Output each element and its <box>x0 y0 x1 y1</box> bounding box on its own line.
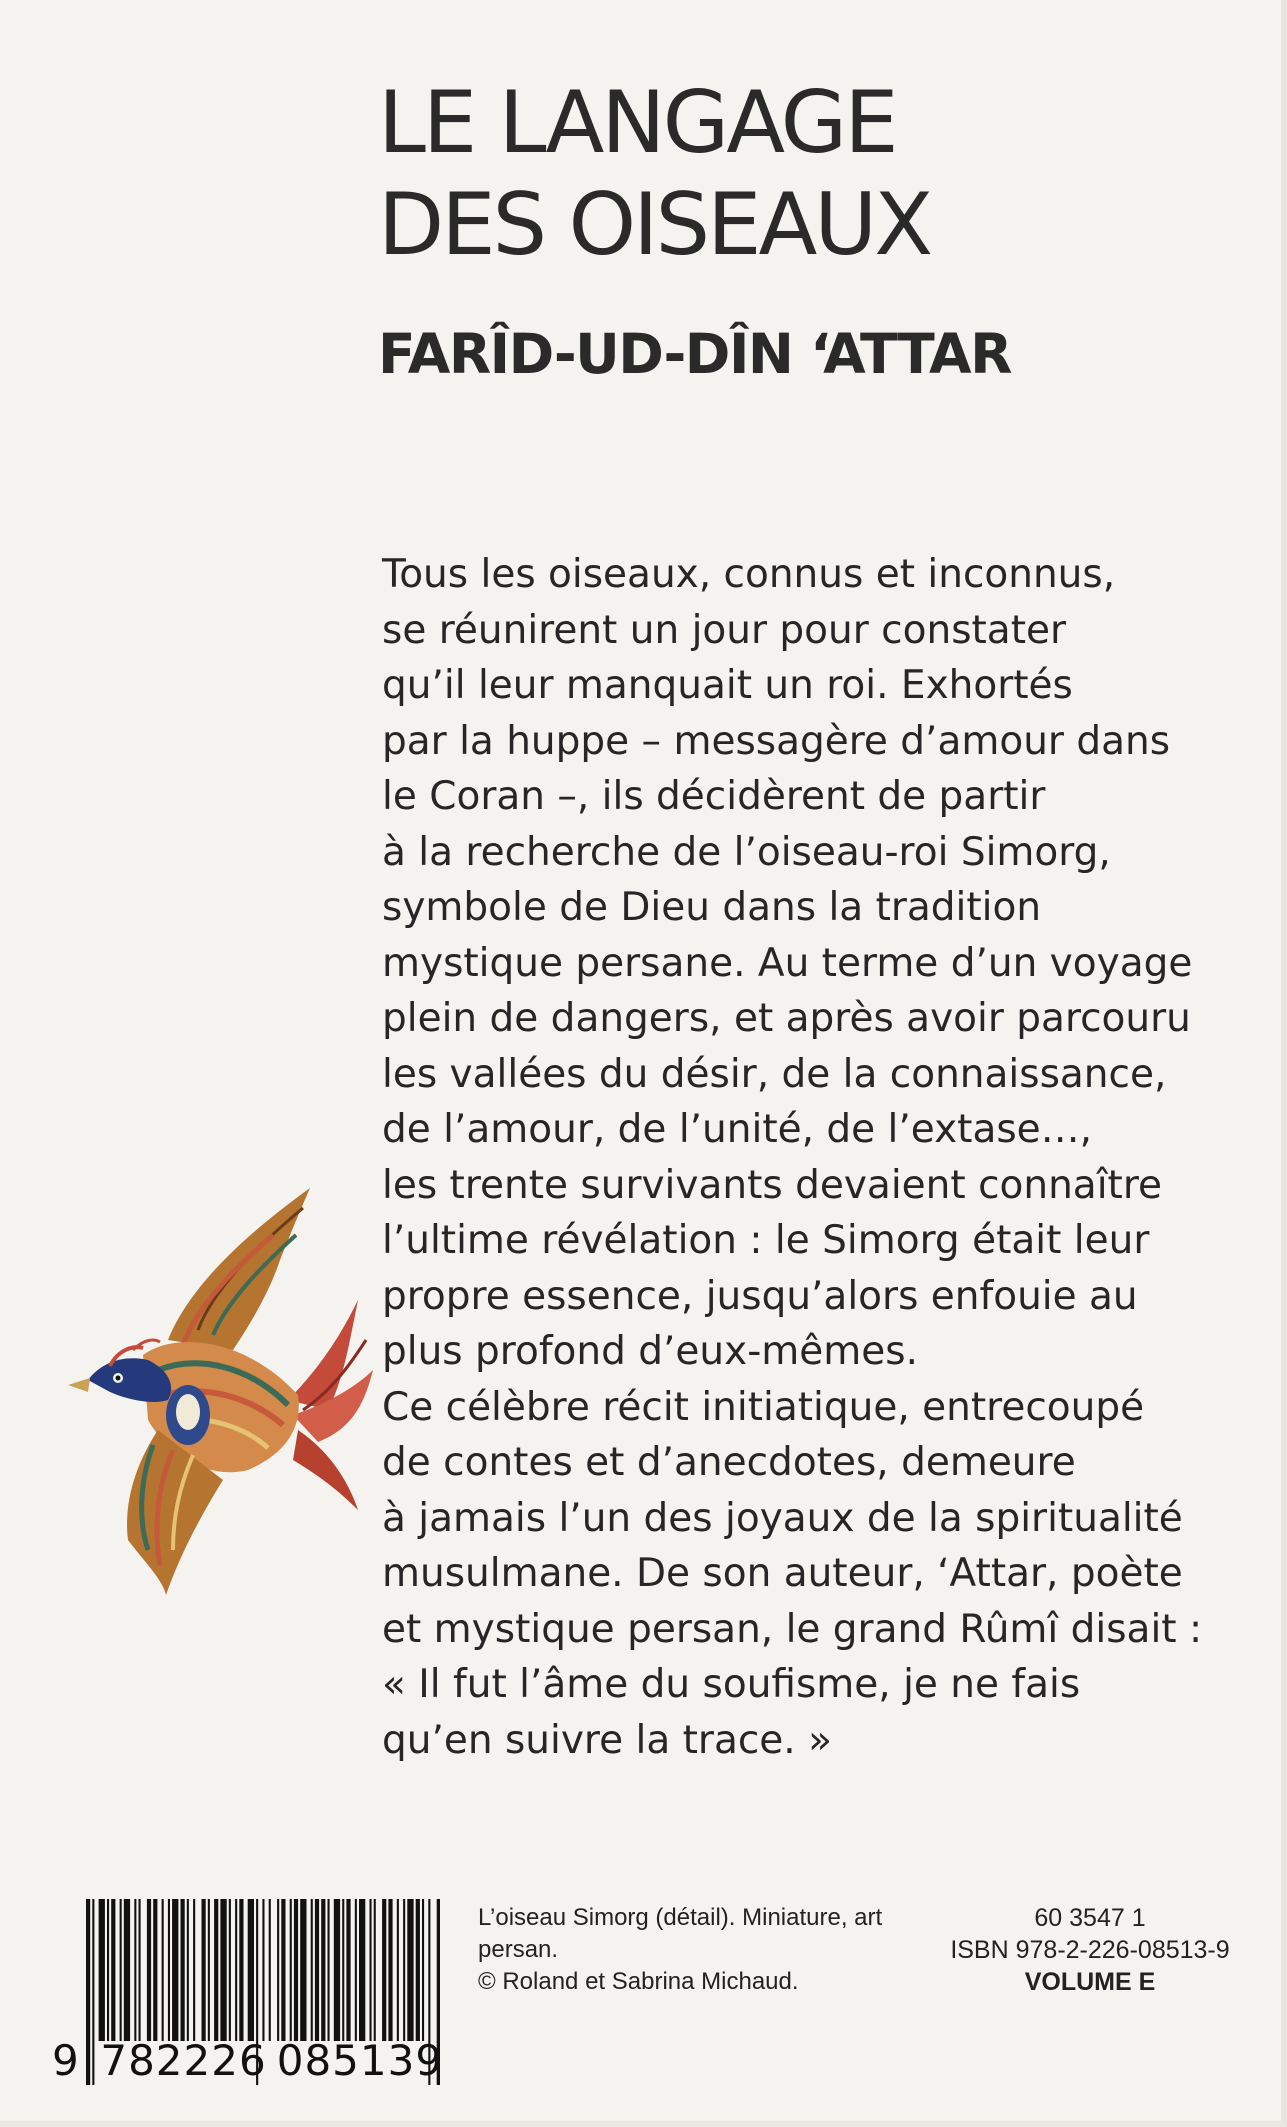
blurb-line: de contes et d’anecdotes, demeure <box>382 1440 1076 1485</box>
bird-upper-wing <box>168 1188 310 1350</box>
barcode-bar <box>388 1899 392 2041</box>
barcode-bar <box>124 1899 130 2041</box>
barcode-bar <box>162 1899 164 2041</box>
publication-info <box>920 1902 1260 1998</box>
barcode-bar <box>153 1899 157 2041</box>
blurb-line: les vallées du désir, de la connaissance, <box>382 1051 1167 1097</box>
blurb-line: les trente survivants devaient connaître <box>382 1162 1162 1208</box>
blurb-line: l’ultime révélation : le Simorg était leur <box>382 1218 1150 1263</box>
simorg-bird-illustration <box>48 1180 378 1600</box>
barcode-bar <box>328 1899 330 2041</box>
image-credit <box>478 1902 938 1998</box>
barcode-bar <box>99 1899 105 2041</box>
barcode-bar <box>300 1899 306 2041</box>
barcode-bar <box>346 1899 350 2041</box>
barcode-bar <box>139 1899 141 2041</box>
blurb-line: plus profond d’eux-mêmes. <box>382 1329 918 1374</box>
barcode-bar <box>382 1899 386 2041</box>
isbn: ISBN 978-2-226-08513-9 <box>950 1936 1230 1964</box>
barcode-bar <box>134 1899 136 2041</box>
barcode-bar <box>422 1899 424 2041</box>
barcode-bar <box>239 1899 243 2041</box>
barcode-bar <box>111 1899 115 2041</box>
blurb-line: de l’amour, de l’unité, de l’extase…, <box>382 1107 1093 1152</box>
credit-line-3: © Roland et Sabrina Michaud. <box>478 1968 799 1995</box>
blurb-line: à la recherche de l’oiseau-roi Simorg, <box>382 829 1111 875</box>
barcode-first-digit: 9 <box>52 2036 80 2085</box>
barcode-bar <box>315 1899 319 2041</box>
blurb-line: et mystique persan, le grand Rûmî disait : <box>382 1606 1203 1652</box>
blurb-line: Tous les oiseaux, connus et inconnus, <box>382 552 1116 597</box>
catalog-code: 60 3547 1 <box>1034 1904 1146 1932</box>
barcode-bar <box>403 1899 405 2041</box>
barcode-bar <box>168 1899 170 2041</box>
barcode-bar <box>220 1899 226 2041</box>
barcode-group-2: 085139 <box>276 2036 444 2085</box>
blurb-line: plein de dangers, et après avoir parcouru <box>382 996 1191 1041</box>
volume-label: VOLUME E <box>1024 1968 1156 1996</box>
barcode-bar <box>107 1899 109 2041</box>
book-title-line-1: LE LANGAGE <box>378 73 896 173</box>
barcode-bar <box>262 1899 264 2041</box>
blurb-line: Ce célèbre récit initiatique, entrecoupé <box>382 1384 1145 1430</box>
barcode-bar <box>208 1899 210 2041</box>
credit-line-1: L’oiseau Simorg (détail). Miniature, art <box>478 1904 883 1931</box>
barcode-bar <box>269 1899 271 2041</box>
barcode-bar <box>277 1899 279 2041</box>
blurb-line: à jamais l’un des joyaux de la spiritualité <box>382 1495 1183 1541</box>
blurb-line: mystique persane. Au terme d’un voyage <box>382 940 1193 986</box>
barcode-bar <box>229 1899 231 2041</box>
barcode-bar <box>120 1899 122 2041</box>
blurb-line: le Coran –, ils décidèrent de partir <box>382 774 1046 819</box>
barcode-bar <box>187 1899 189 2041</box>
barcode-bar <box>355 1899 357 2041</box>
book-title <box>378 72 930 276</box>
blurb-line: propre essence, jusqu’alors enfouie au <box>382 1273 1138 1319</box>
barcode-bar <box>294 1899 298 2041</box>
credit-line-2: persan. <box>478 1936 559 1963</box>
barcode-bar <box>374 1899 376 2041</box>
barcode-bar <box>342 1899 344 2041</box>
blurb-line: symbole de Dieu dans la tradition <box>382 885 1042 930</box>
barcode-bar <box>416 1899 420 2041</box>
blurb-line: par la huppe – messagère d’amour dans <box>382 718 1171 764</box>
barcode-bar <box>397 1899 399 2041</box>
book-title-line-2: DES OISEAUX <box>378 175 931 275</box>
book-author: FARÎD-UD-DÎN ‘ATTAR <box>378 322 1011 386</box>
barcode-bar <box>370 1899 372 2041</box>
blurb-line: « Il fut l’âme du soufisme, je ne fais <box>382 1662 1081 1707</box>
barcode-bar <box>290 1899 292 2041</box>
barcode-bar <box>193 1899 195 2041</box>
blurb-text <box>382 547 1242 1768</box>
barcode-bar <box>214 1899 218 2041</box>
barcode-group-1: 782226 <box>100 2036 267 2085</box>
barcode-bar <box>181 1899 185 2041</box>
barcode-bar <box>248 1899 254 2041</box>
barcode-bar <box>321 1899 325 2041</box>
blurb-line: se réunirent un jour pour constater <box>382 607 1067 653</box>
barcode-bar <box>281 1899 285 2041</box>
barcode-bar <box>147 1899 151 2041</box>
bird-tail <box>288 1300 373 1510</box>
barcode-digits <box>52 2036 447 2086</box>
blurb-line: qu’en suivre la trace. » <box>382 1717 832 1763</box>
barcode-bar <box>334 1899 340 2041</box>
barcode-bar <box>202 1899 206 2041</box>
blurb-line: qu’il leur manquait un roi. Exhortés <box>382 663 1073 708</box>
barcode-bar <box>235 1899 237 2041</box>
blurb-line: musulmane. De son auteur, ‘Attar, poète <box>382 1551 1183 1596</box>
barcode-bar <box>311 1899 313 2041</box>
barcode-bar <box>359 1899 365 2041</box>
barcode-bar <box>407 1899 413 2041</box>
barcode-bar <box>172 1899 178 2041</box>
